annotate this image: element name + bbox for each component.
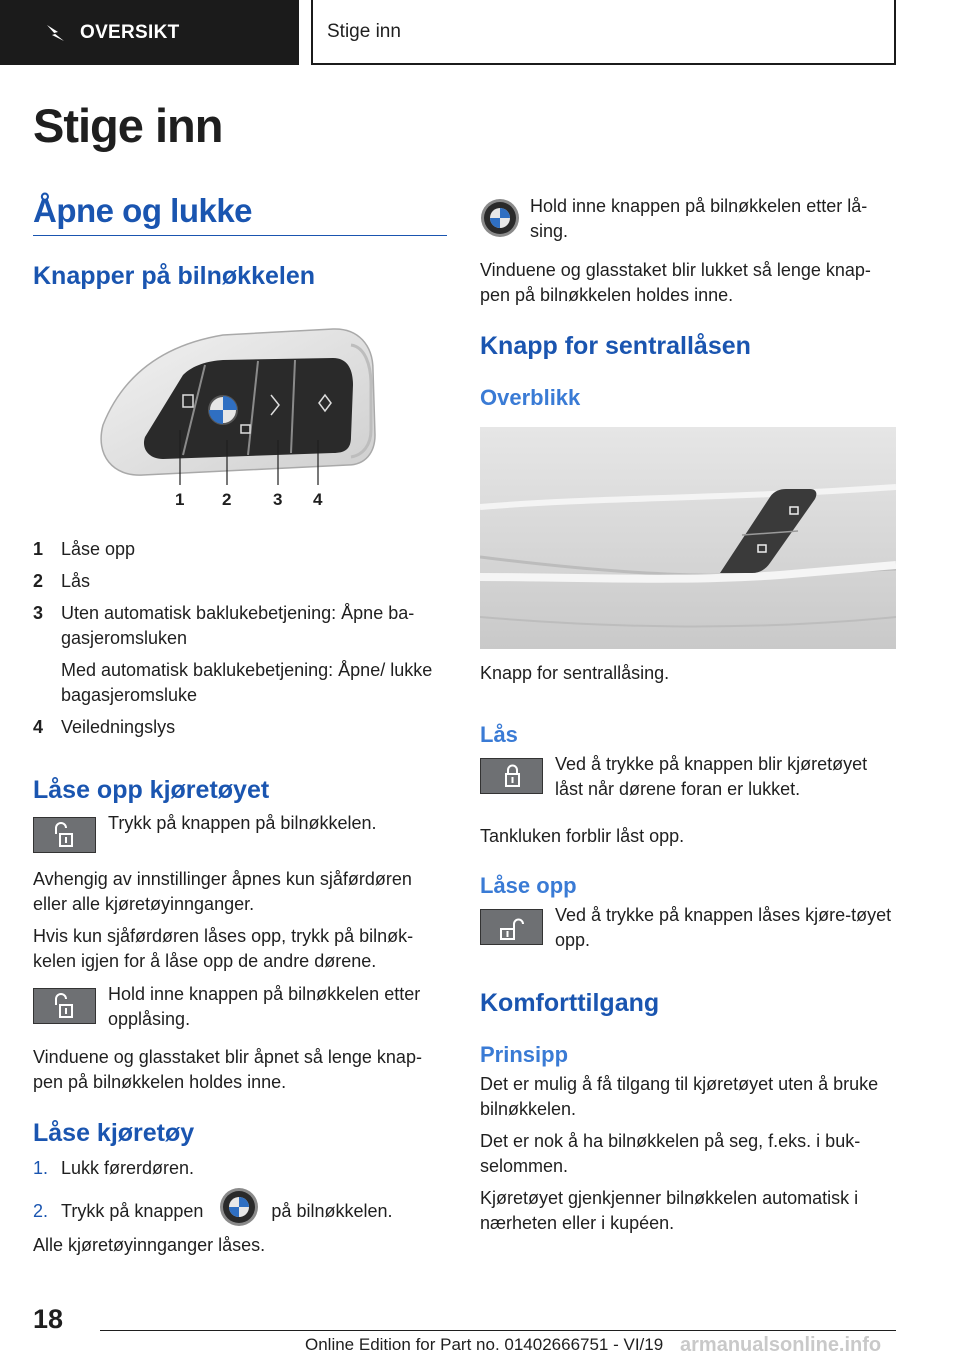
step-item: 1. Lukk førerdøren. (33, 1158, 195, 1178)
legend-text: Uten automatisk baklukebetjening: Åpne ba-gasjeromsluken (61, 603, 415, 648)
section-label: Stige inn (327, 20, 401, 42)
lock-button-icon (480, 758, 543, 794)
unlock-button-icon (480, 909, 543, 945)
heading-central-lock: Knapp for sentrallåsen (480, 332, 751, 360)
key-label-3: 3 (273, 490, 283, 509)
legend-item: 2 Lås (33, 571, 91, 591)
heading-open-close: Åpne og lukke (33, 192, 447, 236)
key-label-2: 2 (222, 490, 232, 509)
lock-result-text: Alle kjøretøyinnganger låses. (33, 1235, 266, 1255)
heading-lock: Lås (480, 722, 518, 747)
comfort-paragraph-3: Kjøretøyet gjenkjenner bilnøkkelen automatisk i nærheten eller i kupéen. (480, 1188, 859, 1233)
fuel-text: Tankluken forblir låst opp. (480, 826, 685, 846)
unlock-hold-text: Hold inne knappen på bilnøkkelen etter opplåsing. (108, 984, 421, 1029)
unlock-button-icon (33, 817, 96, 853)
page-number: 18 (33, 1304, 64, 1334)
unlock-paragraph-1: Avhengig av innstillinger åpnes kun sjåførdøren eller alle kjøretøyinnganger. (33, 869, 412, 914)
footer-rule (100, 1330, 896, 1331)
heading-unlock-vehicle: Låse opp kjøretøyet (33, 776, 270, 804)
legend-item: 3 Uten automatisk baklukebetjening: Åpne ba-gasjeromsluken Med automatisk baklukebetjening: Åpne/ lukke bagasjeromsluke (33, 601, 447, 708)
key-fob-illustration (33, 325, 447, 515)
heading-lock-vehicle: Låse kjøretøy (33, 1119, 195, 1147)
heading-key-buttons: Knapper på bilnøkkelen (33, 262, 316, 290)
overview-tab[interactable] (0, 0, 299, 65)
unlock-text: Ved å trykke på knappen låses kjøre-tøyet opp. (555, 905, 892, 950)
flag-icon (44, 23, 68, 43)
legend-item: 1 Låse opp (33, 539, 136, 559)
overview-label: OVERSIKT (80, 21, 180, 43)
legend-extra: Med automatisk baklukebetjening: Åpne/ lukke bagasjeromsluke (61, 660, 433, 705)
door-handle-illustration (480, 427, 896, 649)
key-label-4: 4 (313, 490, 323, 509)
unlock-button-icon (33, 988, 96, 1024)
heading-comfort-access: Komforttilgang (480, 989, 660, 1017)
section-header (311, 0, 896, 65)
comfort-paragraph-2: Det er nok å ha bilnøkkelen på seg, f.eks. i buk-selommen. (480, 1131, 861, 1176)
key-label-1: 1 (175, 490, 185, 509)
step-item: 2. Trykk på knappen på bilnøkkelen. (33, 1195, 447, 1227)
heading-overview: Overblikk (480, 385, 581, 410)
key-legend (33, 537, 447, 740)
unlock-paragraph-3: Vinduene og glasstaket blir åpnet så lenge knap-pen på bilnøkkelen holdes inne. (33, 1047, 422, 1092)
comfort-paragraph-1: Det er mulig å få tilgang til kjøretøyet uten å bruke bilnøkkelen. (480, 1074, 879, 1119)
lock-paragraph-1: Vinduene og glasstaket blir lukket så lenge knap-pen på bilnøkkelen holdes inne. (480, 260, 871, 305)
bmw-logo-icon (219, 1187, 259, 1227)
legend-item: 4 Veiledningslys (33, 717, 176, 737)
unlock-press-text: Trykk på knappen på bilnøkkelen. (108, 813, 377, 833)
left-column (33, 192, 447, 1258)
central-caption: Knapp for sentrallåsing. (480, 663, 670, 683)
lock-text: Ved å trykke på knappen blir kjøretøyet låst når dørene foran er lukket. (555, 754, 868, 799)
heading-unlock: Låse opp (480, 873, 577, 898)
watermark: armanualsonline.info (680, 1334, 882, 1356)
lock-hold-text: Hold inne knappen på bilnøkkelen etter lå-sing. (530, 196, 868, 241)
page-title: Stige inn (33, 99, 223, 152)
unlock-paragraph-2: Hvis kun sjåførdøren låses opp, trykk på bilnøk-kelen igjen for å låse opp de andre dørene. (33, 926, 414, 971)
right-column (480, 192, 896, 1236)
bmw-logo-icon (480, 198, 520, 238)
edition-text: Online Edition for Part no. 01402666751 - VI/19 (305, 1335, 664, 1354)
lock-steps (33, 1156, 447, 1227)
heading-principle: Prinsipp (480, 1042, 569, 1067)
